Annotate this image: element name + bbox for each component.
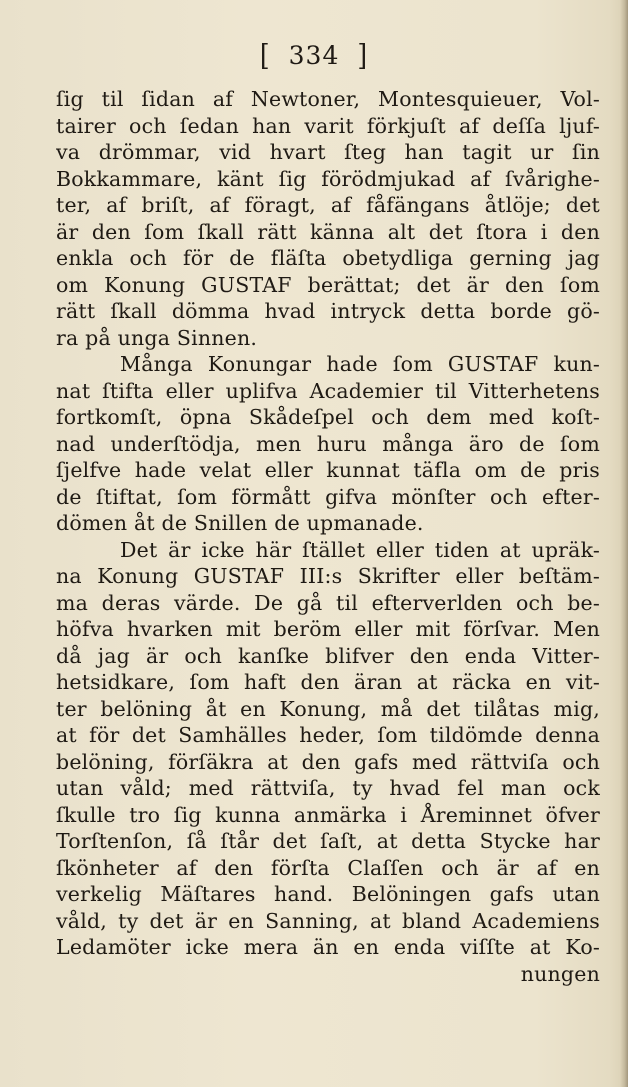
text-line: hetsidkare, ſom haft den äran at räcka en vit- (56, 670, 600, 694)
text-line: Ledamöter icke mera än en enda viſſte at Ko- (56, 935, 600, 959)
text-line: Många Konungar hade ſom GUSTAF kun- (120, 352, 600, 376)
text-line: utan våld; med rättviſa, ty hvad fel man ock (56, 776, 600, 800)
body-text (56, 86, 600, 987)
text-line: ſjelfve hade velat eller kunnat täfla om de pris (56, 458, 600, 482)
page-header (0, 38, 628, 74)
page-number: 334 (288, 41, 340, 70)
text-line: Det är icke här ſtället eller tiden at upräk- (120, 537, 600, 562)
text-line: at för det Samhälles heder, ſom tildömde denna (56, 723, 600, 747)
text-line: tairer och ſedan han varit förkjuſt af deſſa ljuf- (56, 113, 600, 138)
text-line: na Konung GUSTAF III:s Skrifter eller beſtäm- (56, 564, 600, 588)
text-line: nungen (520, 961, 600, 986)
text-line: dömen åt de Snillen de upmanade. (56, 511, 424, 535)
text-line: är den ſom ſkall rätt känna alt det ſtora i den (56, 219, 600, 244)
text-line: Bokkammare, känt ſig förödmjukad af ſvårighe- (56, 166, 600, 191)
text-line: höfva hvarken mit beröm eller mit förſvar. Men (56, 617, 600, 641)
text-line: enkla och för de fläſta obetydliga gerning jag (56, 246, 600, 270)
text-line: rätt ſkall dömma hvad intryck detta borde gö- (56, 299, 600, 323)
text-line: belöning, förſäkra at den gafs med rättviſa och (56, 749, 600, 774)
page-edge-shadow (620, 0, 628, 1087)
text-line: ra på unga Sinnen. (56, 325, 258, 350)
text-line: ma deras värde. De gå til efterverlden och be- (56, 590, 600, 615)
text-line: fortkomſt, öpna Skådeſpel och dem med koſt- (56, 405, 600, 429)
text-line: ter, af briſt, af föragt, af fåfängans åtlöje; det (56, 193, 600, 217)
text-line: ſkulle tro ſig kunna anmärka i Åreminnet öfver (56, 802, 600, 827)
text-line: om Konung GUSTAF berättat; det är den ſom (56, 272, 600, 297)
page-number-left-bracket: [ (259, 38, 271, 73)
page-number-right-bracket: ] (357, 38, 369, 73)
text-line: ſig til ſidan af Newtoner, Montesquieuer, Vol- (56, 87, 600, 111)
text-line: våld, ty det är en Sanning, at bland Academiens (56, 908, 600, 933)
text-line: nat ſtifta eller uplifva Academier til Vitterhetens (56, 378, 600, 403)
text-line: ſkönheter af den förſta Claſſen och är af en (56, 855, 600, 880)
text-line: va drömmar, vid hvart ſteg han tagit ur ſin (56, 140, 600, 164)
text-line: de ſtiftat, ſom förmått gifva mönſter och efter- (56, 484, 600, 509)
text-line: verkelig Mäſtares hand. Belöningen gafs utan (56, 882, 600, 906)
text-line: ter belöning åt en Konung, må det tilåtas mig, (56, 696, 600, 721)
text-line: Torſtenſon, ſå ſtår det ſaſt, at detta Stycke har (56, 829, 600, 853)
text-line: nad underſtödja, men huru många äro de ſom (56, 431, 600, 456)
text-line: då jag är och kanſke blifver den enda Vitter- (56, 643, 600, 668)
